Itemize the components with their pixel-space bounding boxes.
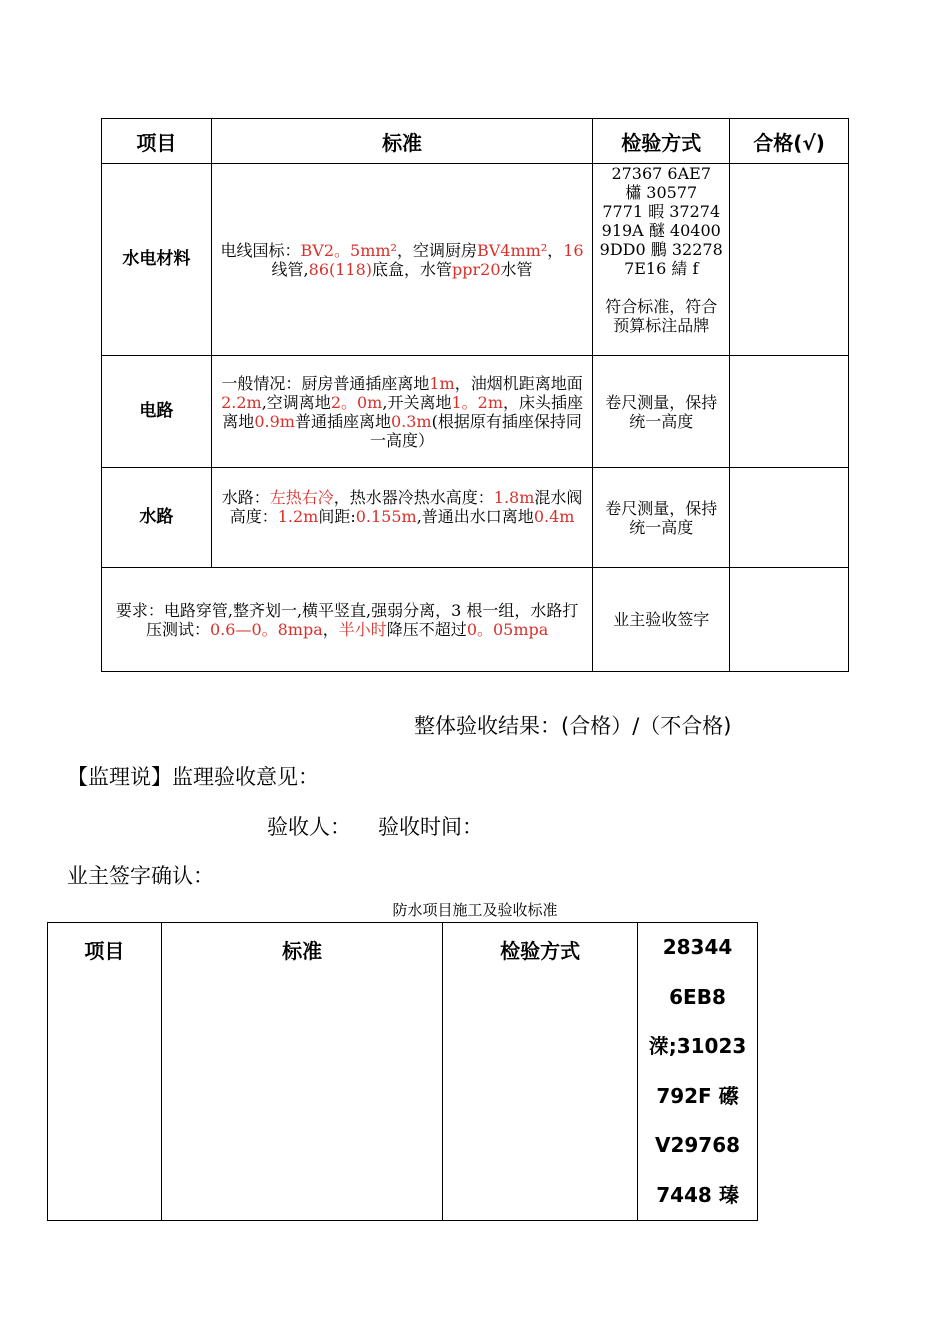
row-method: 卷尺测量，保持统一高度 xyxy=(593,356,730,468)
supervisor-opinion: 【监理说】监理验收意见： xyxy=(67,765,319,789)
inspection-time-label: 验收时间： xyxy=(378,815,483,839)
highlight-text: 0.3m xyxy=(390,411,432,431)
highlight-text: 1m xyxy=(429,373,455,393)
code-line: 櫹 30577 xyxy=(625,183,698,202)
text-segment: 普通插座离地 xyxy=(294,411,391,431)
owner-signature: 业主签字确认： xyxy=(67,864,214,888)
code-line: 7771 暇 37274 xyxy=(602,202,721,221)
text-segment: ，空调厨房 xyxy=(396,240,477,260)
table-row xyxy=(102,568,849,672)
highlight-text: 1.8m xyxy=(493,488,535,507)
highlight-text: 2.2m xyxy=(221,392,262,412)
highlight-text: BV4mm² xyxy=(476,240,548,260)
table-row xyxy=(102,356,849,468)
text-segment: 降压不超过 xyxy=(386,619,467,639)
text-segment: 要求：电路穿管,整齐划一,横平竖直,强弱分离，3 根一组，水路打压测试： xyxy=(115,600,579,639)
method-code-lines xyxy=(599,164,723,278)
highlight-text: 86(118) xyxy=(308,259,373,279)
table-row xyxy=(102,468,849,568)
highlight-text: BV2。5mm² xyxy=(300,240,397,260)
header-item: 项目 xyxy=(102,119,212,164)
text-segment: ， xyxy=(547,240,564,260)
code-line: 7E16 綪 f xyxy=(624,259,699,278)
text-segment: 水管 xyxy=(500,259,533,279)
text-segment: ，热水器冷热水高度： xyxy=(333,488,494,507)
pass-checkbox-cell[interactable] xyxy=(730,356,849,468)
row-item: 水电材料 xyxy=(102,164,212,356)
highlight-text: ppr20 xyxy=(452,259,501,279)
header-item: 项目 xyxy=(48,923,162,1221)
row-item: 水路 xyxy=(102,468,212,568)
overall-result: 整体验收结果：(合格）/（不合格) xyxy=(414,714,732,738)
text-segment: ,开关离地 xyxy=(382,392,452,412)
text-segment: ,普通出水口离地 xyxy=(416,507,534,526)
waterproof-table xyxy=(47,922,758,1221)
row-method: 业主验收签字 xyxy=(593,568,730,672)
row-standard xyxy=(211,356,592,468)
pass-checkbox-cell[interactable] xyxy=(730,568,849,672)
highlight-text: 0.9m xyxy=(254,411,295,431)
code-line: V29768 xyxy=(654,1133,741,1157)
row-method xyxy=(593,164,730,356)
row-item: 电路 xyxy=(102,356,212,468)
code-line: 6EB8 xyxy=(669,984,726,1009)
row-method: 卷尺测量，保持统一高度 xyxy=(593,468,730,568)
highlight-text: 16 xyxy=(563,240,584,260)
highlight-text: 0.6—0。8mpa xyxy=(210,619,323,639)
code-line: 919A 醚 40400 xyxy=(601,221,721,240)
highlight-text: 1.2m xyxy=(277,507,319,526)
table-header-row xyxy=(48,923,758,1221)
text-segment: 混水阀高度： xyxy=(229,488,583,526)
requirements-cell xyxy=(102,568,593,672)
code-line: 溁;31023 xyxy=(648,1034,747,1058)
highlight-text: 半小时 xyxy=(338,619,387,639)
header-pass: 合格(√) xyxy=(730,119,849,164)
table-header-row xyxy=(102,119,849,164)
code-line: 28344 xyxy=(662,935,733,959)
text-segment: ，油烟机距离地面 xyxy=(454,373,583,393)
code-line: 27367 6AE7 xyxy=(611,164,712,183)
text-segment: ， xyxy=(322,619,339,639)
text-segment: ，床头插座离地 xyxy=(222,392,584,431)
text-segment: ,空调离地 xyxy=(261,392,331,412)
text-segment: 线管, xyxy=(271,259,309,279)
row-standard xyxy=(211,164,592,356)
highlight-text: 左热右冷 xyxy=(269,488,334,507)
code-line: 792F 礤 xyxy=(656,1083,739,1108)
text-segment: 一般情况：厨房普通插座离地 xyxy=(221,373,430,393)
row-standard xyxy=(211,468,592,568)
table-row xyxy=(102,164,849,356)
code-line: 9DD0 鵬 32278 xyxy=(599,240,723,259)
inspector-label: 验收人： xyxy=(267,815,351,839)
highlight-text: 0.155m xyxy=(355,507,417,526)
waterproof-table-caption: 防水项目施工及验收标准 xyxy=(392,901,558,919)
code-line: 7448 瑧 xyxy=(656,1182,739,1207)
method-text: 符合标准，符合预算标注品牌 xyxy=(605,297,718,335)
highlight-text: 0.4m xyxy=(533,507,575,526)
header-method: 检验方式 xyxy=(443,923,638,1221)
text-segment: 间距: xyxy=(318,507,356,526)
pass-checkbox-cell[interactable] xyxy=(730,164,849,356)
header-standard: 标准 xyxy=(211,119,592,164)
highlight-text: 2。0m xyxy=(330,392,383,412)
text-segment: 底盒，水管 xyxy=(372,259,453,279)
text-segment: 电线国标： xyxy=(220,240,301,260)
text-segment: (根据原有插座保持同一高度） xyxy=(370,411,582,450)
header-standard: 标准 xyxy=(161,923,443,1221)
header-code-column xyxy=(638,923,758,1221)
highlight-text: 1。2m xyxy=(451,392,503,412)
header-method: 检验方式 xyxy=(593,119,730,164)
text-segment: 水路： xyxy=(221,488,270,507)
pass-checkbox-cell[interactable] xyxy=(730,468,849,568)
highlight-text: 0。05mpa xyxy=(466,619,549,639)
acceptance-table xyxy=(101,118,849,672)
